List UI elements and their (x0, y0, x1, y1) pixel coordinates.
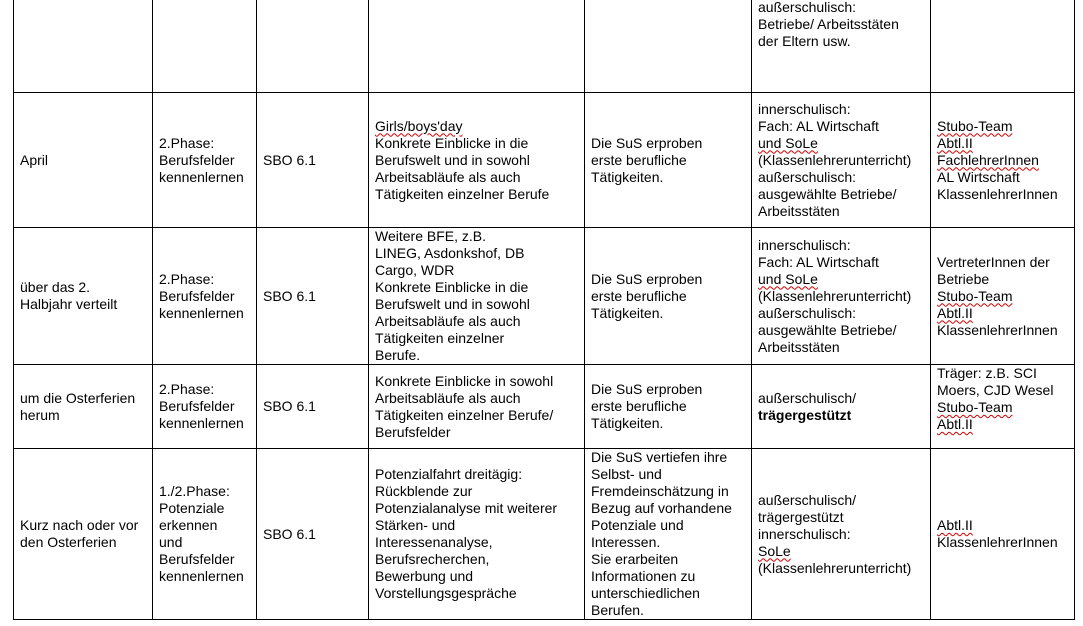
cell-line: Moers, CJD Wesel (937, 382, 1054, 398)
cell-time (14, 365, 153, 449)
cell-line: außerschulisch/ (758, 491, 857, 508)
cell-line: Konkrete Einblicke in die (375, 279, 529, 295)
cell-line: Berufsfelder (159, 287, 235, 304)
cell-line: Tätigkeiten einzelner Berufe/ (375, 406, 554, 423)
cell-line: Interessenanalyse, (375, 534, 493, 550)
cell-line: Stubo-Team (937, 399, 1013, 415)
cell-line: 2.Phase: (159, 270, 215, 287)
cell-line: Stärken- und (375, 517, 456, 533)
cell-line: Stubo-Team (937, 117, 1013, 134)
cell-content (369, 365, 585, 449)
cell-line: 1./2.Phase: (159, 483, 230, 499)
cell-line: Berufsrecherchen, (375, 551, 490, 567)
cell-people (931, 228, 1075, 365)
cell-sbo: SBO 6.1 (257, 449, 369, 620)
cell-line: Rückblende zur (375, 483, 473, 499)
cell-sbo: SBO 6.1 (257, 365, 369, 449)
cell-line: Kurz nach oder vor (20, 517, 139, 533)
cell-people (931, 365, 1075, 449)
cell-time (14, 93, 153, 228)
cell-line: Informationen zu (591, 568, 696, 584)
cell-line: Cargo, WDR (375, 262, 455, 278)
cell-line: Interessen. (591, 534, 661, 550)
cell-place (752, 0, 931, 93)
cell-sbo (257, 0, 369, 93)
cell-line: trägergestützt (758, 508, 844, 525)
cell-line: Arbeitsstäten (758, 202, 840, 219)
cell-line: SoLe (758, 542, 791, 559)
cell-phase (153, 228, 257, 365)
cell-line: erste berufliche (591, 398, 687, 414)
cell-goal (585, 93, 752, 228)
cell-line: Die SuS erproben (591, 270, 703, 287)
cell-line: Bezug auf vorhandene (591, 500, 732, 516)
cell-line: Konkrete Einblicke in die (375, 134, 529, 151)
cell-line: Abtl.II (937, 134, 973, 151)
cell-content (369, 228, 585, 365)
cell-line: April (20, 151, 49, 168)
cell-line: Berufsfelder (159, 551, 235, 567)
cell-line: Betriebe/ Arbeitsstäten (758, 16, 899, 32)
cell-line: Arbeitsabläufe als auch (375, 168, 521, 185)
cell-sbo: SBO 6.1 (257, 228, 369, 365)
cell-line: der Eltern usw. (758, 33, 851, 49)
cell-goal (585, 365, 752, 449)
table-row (14, 228, 1075, 365)
cell-line: ausgewählte Betriebe/ (758, 185, 897, 202)
cell-line: KlassenlehrerInnen (937, 321, 1058, 338)
cell-line: Potenzialfahrt dreitägig: (375, 466, 523, 482)
cell-line: den Osterferien (20, 534, 117, 550)
cell-line: kennenlernen (159, 304, 244, 321)
cell-line: Potenzialanalyse mit weiterer (375, 500, 558, 516)
cell-line: unterschiedlichen (591, 585, 700, 601)
cell-line: kennenlernen (159, 415, 244, 431)
cell-line: Abtl.II (937, 517, 973, 533)
cell-line: Konkrete Einblicke in sowohl (375, 372, 554, 389)
cell-line: VertreterInnen der (937, 253, 1050, 270)
cell-line: 2.Phase: (159, 134, 215, 151)
cell-line: Berufswelt und in sowohl (375, 151, 530, 168)
cell-line: Tätigkeiten. (591, 415, 664, 431)
cell-line: außerschulisch: (758, 304, 857, 321)
cell-line: Arbeitsabläufe als auch (375, 389, 521, 406)
cell-line: kennenlernen (159, 168, 244, 185)
cell-place (752, 365, 931, 449)
cell-line: und SoLe (758, 270, 818, 287)
cell-line: Arbeitsstäten (758, 338, 840, 355)
cell-time (14, 0, 153, 93)
cell-line: Berufe. (375, 347, 421, 363)
cell-line: Arbeitsabläufe als auch (375, 313, 521, 329)
cell-line: außerschulisch: (758, 0, 857, 15)
cell-line: erkennen (159, 517, 218, 533)
cell-line: (Klassenlehrerunterricht) (758, 151, 912, 168)
cell-line: Selbst- und (591, 466, 662, 482)
cell-people (931, 449, 1075, 620)
table-row (14, 93, 1075, 228)
cell-line: Die SuS erproben (591, 381, 703, 397)
cell-line: Die SuS vertiefen ihre (591, 449, 728, 465)
cell-line: erste berufliche (591, 287, 687, 304)
cell-line: außerschulisch/ (758, 389, 857, 406)
cell-line: Abtl.II (937, 304, 973, 321)
cell-line: Fach: AL Wirtschaft (758, 117, 879, 134)
table-row (14, 449, 1075, 620)
cell-line: Sie erarbeiten (591, 551, 679, 567)
cell-line: Abtl.II (937, 416, 973, 432)
cell-line: Potenziale (159, 500, 225, 516)
cell-line: (Klassenlehrerunterricht) (758, 559, 912, 576)
cell-place (752, 93, 931, 228)
cell-line: Vorstellungsgespräche (375, 585, 517, 601)
cell-line: Weitere BFE, z.B. (375, 228, 486, 244)
cell-content (369, 93, 585, 228)
cell-time (14, 449, 153, 620)
cell-line: innerschulisch: (758, 236, 851, 253)
cell-line: Berufswelt und in sowohl (375, 296, 530, 312)
cell-people (931, 0, 1075, 93)
cell-phase (153, 449, 257, 620)
cell-line: KlassenlehrerInnen (937, 185, 1058, 202)
cell-line: Berufsfelder (159, 398, 235, 414)
cell-goal (585, 228, 752, 365)
cell-line: und (159, 534, 183, 550)
cell-line: erste berufliche (591, 151, 687, 168)
table-row (14, 365, 1075, 449)
cell-line: AL Wirtschaft (937, 168, 1020, 185)
cell-line: Halbjahr verteilt (20, 296, 118, 312)
cell-line: außerschulisch: (758, 168, 857, 185)
cell-line: trägergestützt (758, 406, 852, 423)
cell-line: (Klassenlehrerunterricht) (758, 287, 912, 304)
cell-goal (585, 449, 752, 620)
cell-line: Tätigkeiten einzelner Berufe (375, 185, 550, 202)
cell-line: Betriebe (937, 270, 990, 287)
cell-people (931, 93, 1075, 228)
cell-line: Berufen. (591, 602, 644, 618)
cell-line: Tätigkeiten einzelner (375, 330, 505, 346)
cell-line: Tätigkeiten. (591, 168, 664, 185)
cell-line: kennenlernen (159, 568, 244, 584)
cell-place (752, 449, 931, 620)
table-row (14, 0, 1075, 93)
cell-phase (153, 365, 257, 449)
cell-sbo: SBO 6.1 (257, 93, 369, 228)
cell-line: Potenziale und (591, 517, 684, 533)
cell-line: ausgewählte Betriebe/ (758, 321, 897, 338)
cell-line: KlassenlehrerInnen (937, 534, 1058, 550)
cell-line: Berufsfelder (375, 423, 451, 440)
cell-line: Fach: AL Wirtschaft (758, 253, 879, 270)
cell-line: LINEG, Asdonkshof, DB (375, 245, 525, 261)
cell-phase (153, 93, 257, 228)
cell-place (752, 228, 931, 365)
cell-content (369, 449, 585, 620)
cell-line: Girls/boys'day (375, 117, 463, 134)
cell-line: 2.Phase: (159, 381, 215, 397)
cell-line: innerschulisch: (758, 100, 851, 117)
cell-line: innerschulisch: (758, 525, 851, 542)
cell-line: Die SuS erproben (591, 134, 703, 151)
cell-phase (153, 0, 257, 93)
cell-line: Träger: z.B. SCI (937, 365, 1037, 381)
cell-line: Fremdeinschätzung in (591, 483, 729, 499)
cell-line: Stubo-Team (937, 287, 1013, 304)
cell-line: Bewerbung und (375, 568, 474, 584)
cell-content (369, 0, 585, 93)
cell-line: Berufsfelder (159, 151, 235, 168)
cell-line: Tätigkeiten. (591, 304, 664, 321)
cell-line: um die Osterferien (20, 389, 136, 406)
cell-line: und SoLe (758, 134, 818, 151)
cell-time (14, 228, 153, 365)
cell-line: FachlehrerInnen (937, 151, 1039, 168)
schedule-table (13, 0, 1075, 620)
cell-line: herum (20, 406, 60, 423)
cell-line: über das 2. (20, 279, 91, 295)
cell-goal (585, 0, 752, 93)
